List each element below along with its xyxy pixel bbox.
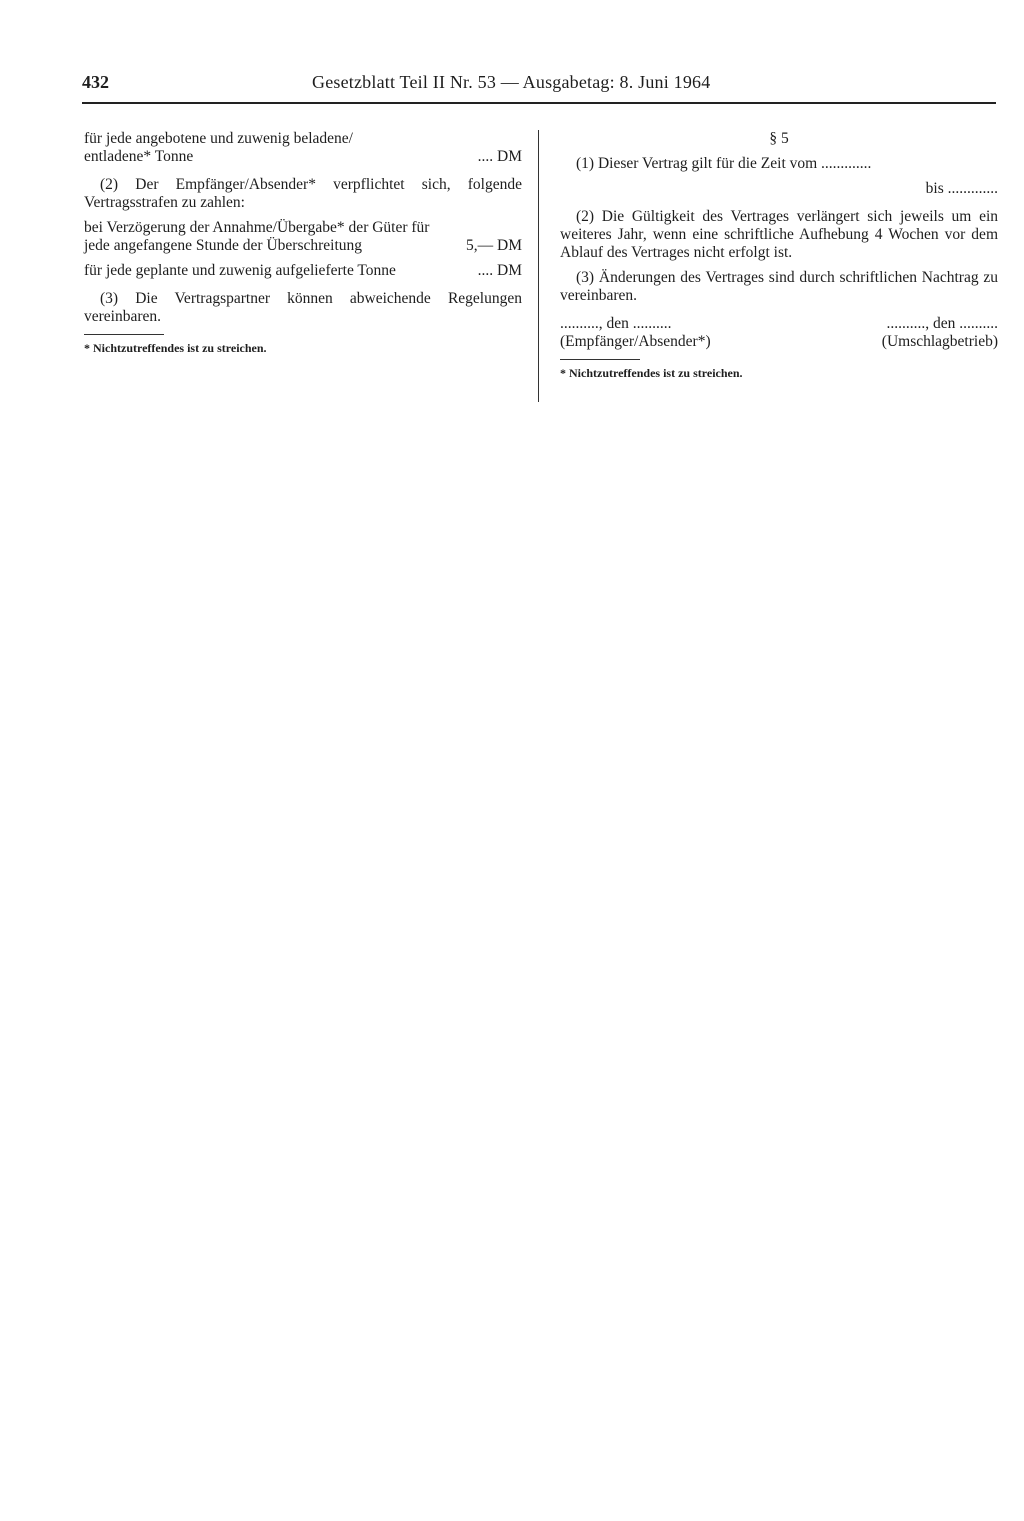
left-row-delay [84, 219, 522, 255]
signature-labels [560, 333, 998, 351]
signature-place-left: .........., den .......... [560, 315, 672, 332]
footnote-rule-left [84, 334, 164, 335]
amount-dm-1: .... DM [477, 148, 522, 165]
signature-place-right: .........., den .......... [886, 315, 998, 332]
left-row-tonne [84, 148, 522, 166]
validity-until: bis ............. [925, 180, 998, 197]
running-title: Gesetzblatt Teil II Nr. 53 — Ausgabetag: 8. Juni 1964 [312, 72, 711, 92]
footnote-left: * Nichtzutreffendes ist zu streichen. [84, 341, 267, 355]
right-column [560, 130, 998, 380]
paragraph-3: (3) Die Vertragspartner können abweichende Regelungen vereinbaren. [84, 290, 522, 325]
signature-label-left: (Empfänger/Absender*) [560, 333, 711, 350]
paragraph-amendments: (3) Änderungen des Vertrages sind durch schriftlichen Nachtrag zu vereinbaren. [560, 269, 998, 304]
footnote-right: * Nichtzutreffendes ist zu streichen. [560, 366, 743, 380]
paragraph-validity: (1) Dieser Vertrag gilt für die Zeit vom ............. [576, 155, 872, 172]
left-column [84, 130, 522, 355]
signature-row [560, 315, 998, 333]
section-heading: § 5 [769, 130, 789, 147]
paragraph-delay: bei Verzögerung der Annahme/Übergabe* der Güter für jede angefangene Stunde der Überschreitung [84, 219, 430, 254]
left-row-planned [84, 262, 522, 280]
amount-dm-3: .... DM [477, 262, 522, 279]
paragraph-2: (2) Der Empfänger/Absender* verpflichtet sich, folgende Vertragsstrafen zu zahlen: [84, 176, 522, 211]
footnote-rule-right [560, 359, 640, 360]
column-divider [538, 130, 539, 402]
paragraph-planned: für jede geplante und zuwenig aufgelieferte Tonne [84, 262, 396, 279]
amount-dm-2: 5,— DM [466, 237, 522, 254]
signature-label-right: (Umschlagbetrieb) [881, 333, 998, 350]
left-line-1: für jede angebotene und zuwenig beladene/ [84, 130, 353, 147]
left-line-2: entladene* Tonne [84, 148, 194, 165]
page-header [82, 68, 996, 104]
page-number: 432 [82, 72, 109, 92]
paragraph-extension: (2) Die Gültigkeit des Vertrages verlängert sich jeweils um ein weiteres Jahr, wenn eine schriftliche Aufhebung 4 Wochen vor dem Ablauf des Vertrages nicht erfolgt ist. [560, 208, 998, 261]
